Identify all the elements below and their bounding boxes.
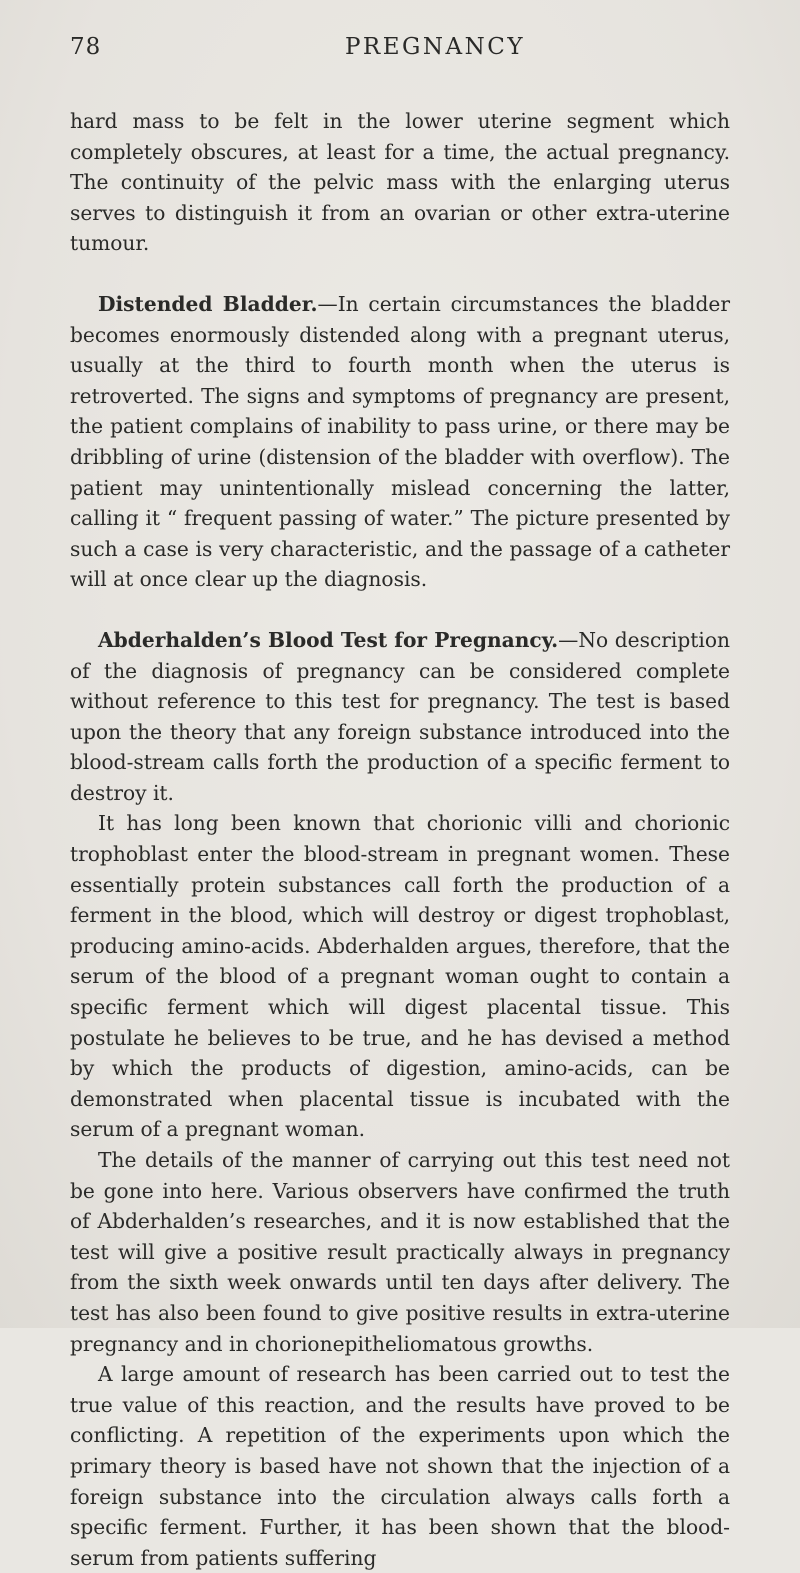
section-distended-bladder	[70, 289, 730, 595]
paragraph-text: —In certain circumstances the bladder becomes enormously distended along with a pregnant uterus, usually at the third to fourth month when the uterus is retroverted. The signs and symptoms of pregnancy are present, the patient complains of inability to pass urine, or there may be dribbling of urine (distension of the bladder with overflow). The patient may unintentionally mislead concerning the latter, calling it “ frequent passing of water.” The picture presented by such a case is very characteristic, and the passage of a catheter will at once clear up the diagnosis.	[70, 291, 730, 592]
page-number: 78	[70, 34, 102, 60]
paragraph-text: hard mass to be felt in the lower uterine segment which completely obscures, at least for a time, the actual pregnancy. The continuity of the pelvic mass with the enlarging uterus serves to distinguish it from an ovarian or other extra-uterine tumour.	[70, 109, 730, 256]
section-heading: Distended Bladder.	[98, 291, 318, 316]
paragraph-continuation	[70, 106, 730, 259]
section-heading: Abderhalden’s Blood Test for Pregnancy.	[98, 627, 559, 652]
paragraph	[70, 808, 730, 1145]
paragraph	[70, 1359, 730, 1573]
paragraph	[70, 1145, 730, 1359]
section-abderhalden-test	[70, 625, 730, 809]
paragraph-text: It has long been known that chorionic villi and chorionic trophoblast enter the blood-stream in pregnant women. These essentially protein substances call forth the production of a ferment in the blood, which will destroy or digest trophoblast, producing amino-acids. Abderhalden argues, therefore, that the serum of the blood of a pregnant woman ought to contain a specific ferment which will digest placental tissue. This postulate he believes to be true, and he has devised a method by which the products of digestion, amino-acids, can be demonstrated when placental tissue is incubated with the serum of a pregnant woman.	[70, 811, 730, 1142]
paragraph-text: A large amount of research has been carried out to test the true value of this reaction, and the results have proved to be conflicting. A repetition of the experiments upon which the primary theory is based have not shown that the injection of a foreign substance into the circulation always calls forth a specific ferment. Further, it has been shown that the blood-serum from patients suffering	[70, 1362, 730, 1570]
running-title: PREGNANCY	[344, 34, 526, 60]
body-text	[70, 106, 730, 1573]
paragraph-text: —No description of the diagnosis of pregnancy can be considered complete without reference to this test for pregnancy. The test is based upon the theory that any foreign substance introduced into the blood-stream calls forth the production of a specific ferment to destroy it.	[70, 627, 731, 805]
running-head	[70, 34, 730, 64]
paragraph-text: The details of the manner of carrying out this test need not be gone into here. Various observers have confirmed the truth of Abderhalden’s researches, and it is now established that the test will give a positive result practically always in pregnancy from the sixth week onwards until ten days after delivery. The test has also been found to give positive results in extra-uterine pregnancy and in chorionepitheliomatous growths.	[70, 1148, 730, 1356]
